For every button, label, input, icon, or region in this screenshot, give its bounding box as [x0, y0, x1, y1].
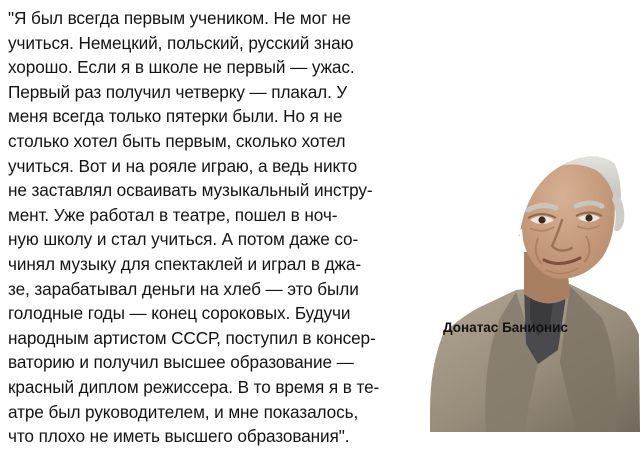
- quote-line: ваторию и получил высшее образование —: [8, 352, 354, 373]
- quote-line: учиться. Немецкий, польский, русский знаю: [8, 32, 354, 53]
- quote-line: атре был руководителем, и мне показалось,: [8, 401, 359, 422]
- quote-line: меня всегда только пятерки были. Но я не: [8, 106, 343, 127]
- quote-line: голодные годы — конец сороковых. Будучи: [8, 303, 351, 324]
- quote-line: мент. Уже работал в театре, пошел в ноч-: [8, 204, 338, 225]
- quote-line: зе, зарабатывал деньги на хлеб — это были: [8, 278, 359, 299]
- quote-line: учиться. Вот и на рояле играю, а ведь никто: [8, 155, 358, 176]
- quote-line: что плохо не иметь высшего образования".: [8, 426, 350, 447]
- quote-line: столько хотел быть первым, сколько хотел: [8, 130, 346, 151]
- photo-caption: Донатас Банионис: [443, 320, 568, 335]
- quote-line: чинял музыку для спектаклей и играл в джа-: [8, 253, 361, 274]
- quote-line: "Я был всегда первым учеником. Не мог не: [8, 8, 351, 28]
- quote-line: Первый раз получил четверку — плакал. У: [8, 81, 348, 102]
- quote-text: [8, 6, 632, 449]
- quote-line: народным артистом СССР, поступил в консер-: [8, 327, 376, 348]
- quote-line: ную школу и стал учиться. А потом даже со-: [8, 229, 359, 250]
- quote-line: красный диплом режиссера. В то время я в те-: [8, 376, 380, 397]
- quote-line: не заставлял осваивать музыкальный инстру-: [8, 180, 373, 201]
- quote-line: хорошо. Если я в школе не первый — ужас.: [8, 57, 355, 78]
